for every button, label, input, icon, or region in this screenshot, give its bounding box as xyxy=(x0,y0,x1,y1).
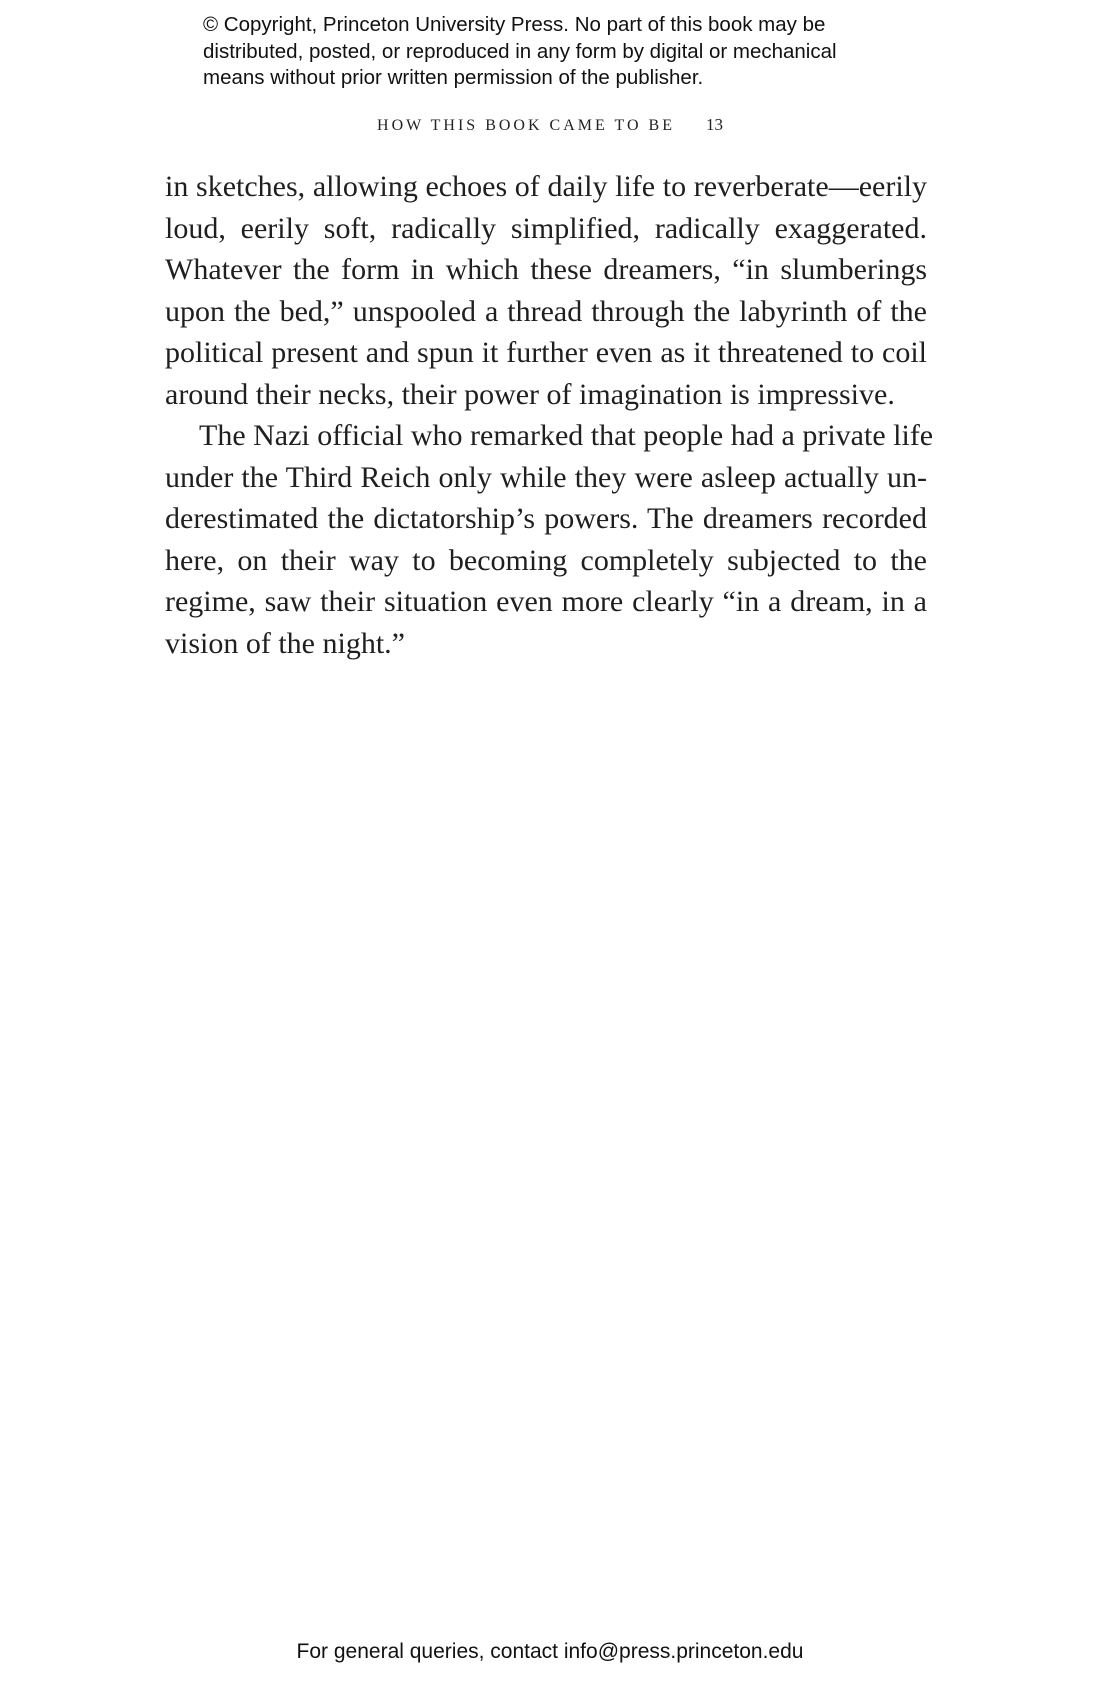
text-line: Whatever the form in which these dreamers, “in slumberings xyxy=(165,253,927,286)
paragraph xyxy=(165,166,927,415)
text-line: political present and spun it further even as it threatened to coil xyxy=(165,336,927,369)
text-line: regime, saw their situation even more clearly “in a dream, in a xyxy=(165,585,927,618)
page-number: 13 xyxy=(705,115,723,134)
copyright-line: distributed, posted, or reproduced in any form by digital or mechanical xyxy=(203,39,837,63)
paragraph xyxy=(165,415,934,664)
running-head xyxy=(0,115,1100,135)
text-line: around their necks, their power of imagination is impressive. xyxy=(165,377,895,411)
text-line: loud, eerily soft, radically simplified, radically exaggerated. xyxy=(165,211,927,245)
running-head-title: HOW THIS BOOK CAME TO BE xyxy=(377,117,675,134)
text-line: here, on their way to becoming completely subjected to the xyxy=(165,543,927,577)
text-line: upon the bed,” unspooled a thread through the labyrinth of the xyxy=(165,294,927,328)
copyright-line: means without prior written permission of the publisher. xyxy=(203,66,704,89)
footer-contact: For general queries, contact info@press.princeton.edu xyxy=(296,1640,804,1663)
text-line: under the Third Reich only while they were asleep actually un- xyxy=(165,460,927,494)
text-line: in sketches, allowing echoes of daily life to reverberate—eerily xyxy=(165,170,927,203)
copyright-line: © Copyright, Princeton University Press. No part of this book may be xyxy=(203,13,826,36)
text-line: The Nazi official who remarked that people had a private life xyxy=(199,419,934,452)
text-line: derestimated the dictatorship’s powers. The dreamers recorded xyxy=(165,502,927,535)
body-text xyxy=(165,166,934,664)
copyright-notice xyxy=(203,12,923,92)
text-line: vision of the night.” xyxy=(165,626,405,660)
